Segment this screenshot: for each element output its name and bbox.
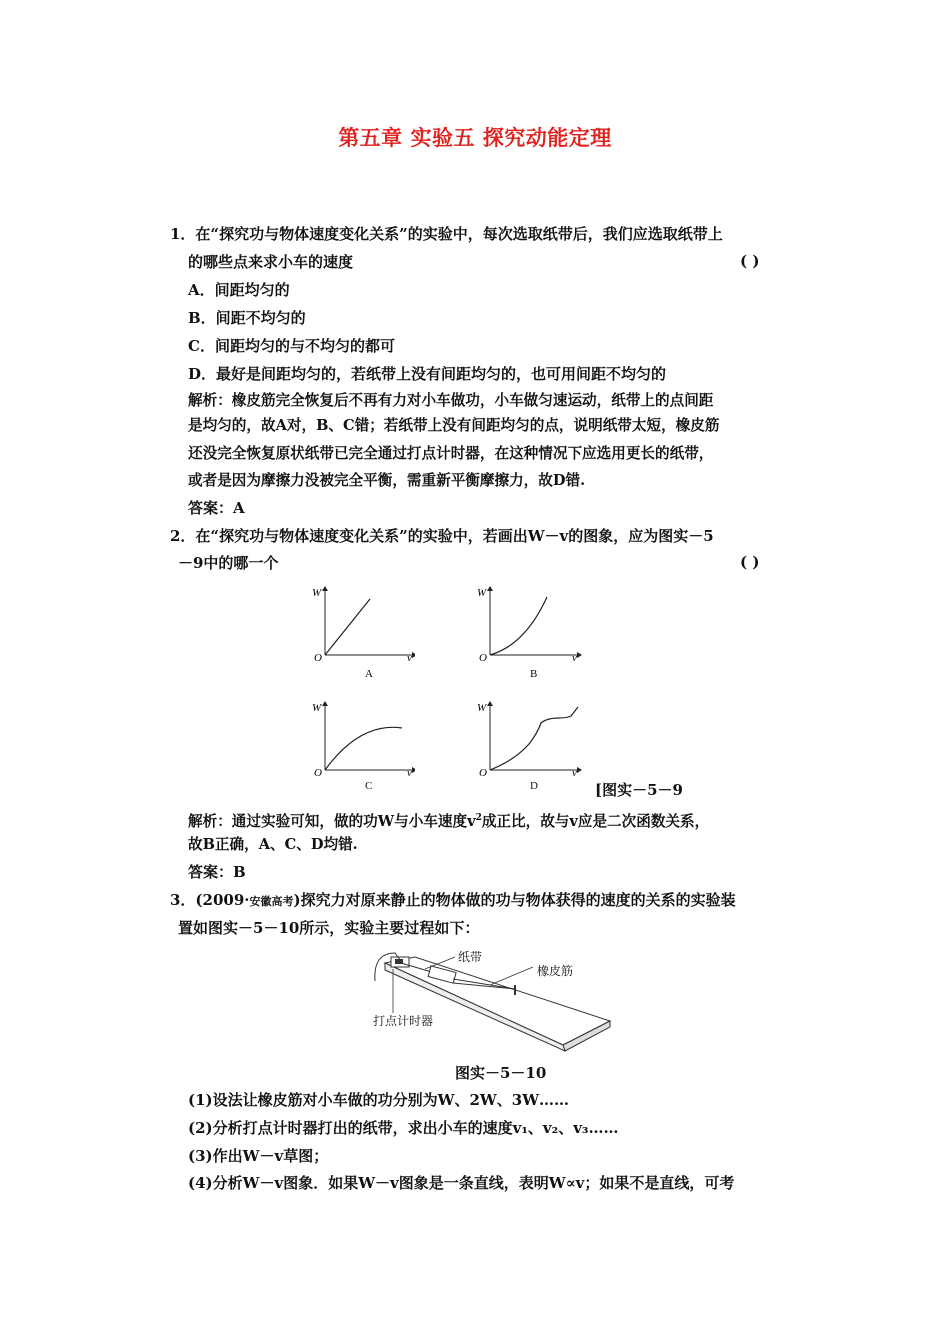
q1-analysis-line4: 或者是因为摩擦力没被完全平衡，需重新平衡摩擦力，故D错. [188, 472, 586, 489]
q1-analysis-line2: 是均匀的，故A对，B、C错；若纸带上没有间距均匀的点，说明纸带太短，橡皮筋 [188, 417, 720, 434]
graph-d-curve [490, 707, 578, 770]
label-rubber-band: 橡皮筋 [537, 964, 574, 978]
graph-a-y-label: W [312, 587, 322, 599]
graph-b-curve [490, 597, 547, 655]
graph-b-x-label: v [572, 652, 577, 664]
page-title: 第五章 实验五 探究动能定理 [338, 126, 612, 150]
graph-d-label: D [530, 780, 538, 792]
label-timer: 打点计时器 [373, 1014, 434, 1028]
graph-a [310, 583, 415, 683]
q3-step-1: (1)设法让橡皮筋对小车做的功分别为W、2W、3W…… [188, 1091, 570, 1109]
q1-analysis-line3: 还没完全恢复原状纸带已完全通过打点计时器，在这种情况下应选用更长的纸带， [188, 445, 714, 462]
q2-analysis-line1: 解析：通过实验可知，做的功W与小车速度$v^2$成正比，故与v应是二次函数关系， [188, 812, 710, 830]
graph-b-y-label: W [477, 587, 487, 599]
q1-option-b: B．间距不均匀的 [188, 309, 306, 327]
q3-step-2: (2)分析打点计时器打出的纸带，求出小车的速度v₁、v₂、v₃…… [188, 1119, 619, 1137]
q1-analysis-line1: 解析：橡皮筋完全恢复后不再有力对小车做功，小车做匀速运动，纸带上的点间距 [188, 392, 714, 409]
graph-b-origin: O [479, 652, 487, 664]
q1-option-c: C．间距均匀的与不均匀的都可 [188, 337, 395, 355]
q2-figure-ref: [图实－5－9 [595, 781, 683, 799]
q3-stem-line2: 置如图实－5－10所示，实验主要过程如下： [178, 919, 480, 937]
graph-c-label: C [365, 780, 373, 792]
q3-stem-line1: 3．(2009·安徽高考)探究力对原来静止的物体做的功与物体获得的速度的关系的实验装 [170, 891, 736, 909]
q1-answer-blank: ( ) [740, 252, 760, 270]
apparatus-figure [355, 945, 620, 1055]
graph-c-curve [325, 727, 402, 770]
q1-answer: 答案：A [188, 499, 245, 517]
graph-a-curve [325, 599, 370, 655]
q2-answer-blank: ( ) [740, 553, 760, 571]
graph-c-x-label: v [407, 767, 412, 779]
q2-stem-line1: 2．在“探究功与物体速度变化关系”的实验中，若画出W－v的图象，应为图实－5 [170, 527, 714, 545]
q2-analysis-line2: 故B正确，A、C、D均错. [188, 836, 358, 853]
q1-stem-line2: 的哪些点来求小车的速度 [188, 253, 354, 271]
graph-d-y-label: W [477, 702, 487, 714]
q1-option-a: A．间距均匀的 [188, 281, 290, 299]
q1-option-d: D．最好是间距均匀的，若纸带上没有间距均匀的，也可用间距不均匀的 [188, 365, 667, 383]
q3-figure-caption: 图实－5－10 [455, 1064, 547, 1082]
q2-stem-line2: －9中的哪一个 [178, 554, 279, 572]
graph-b-label: B [530, 668, 538, 680]
graph-d-origin: O [479, 767, 487, 779]
graph-c-y-label: W [312, 702, 322, 714]
q3-step-3: (3)作出W－v草图； [188, 1147, 329, 1165]
graph-a-x-label: v [407, 652, 412, 664]
q2-answer: 答案：B [188, 863, 246, 881]
graph-c [310, 698, 415, 798]
q1-stem-line1: 1．在“探究功与物体速度变化关系”的实验中，每次选取纸带后，我们应选取纸带上 [170, 225, 723, 243]
graph-a-label: A [365, 668, 373, 680]
graph-c-origin: O [314, 767, 322, 779]
q3-step-4: (4)分析W－v图象．如果W－v图象是一条直线，表明W∝v；如果不是直线，可考 [188, 1174, 735, 1192]
graph-a-origin: O [314, 652, 322, 664]
graph-d-x-label: v [572, 767, 577, 779]
label-tape: 纸带 [458, 950, 483, 964]
